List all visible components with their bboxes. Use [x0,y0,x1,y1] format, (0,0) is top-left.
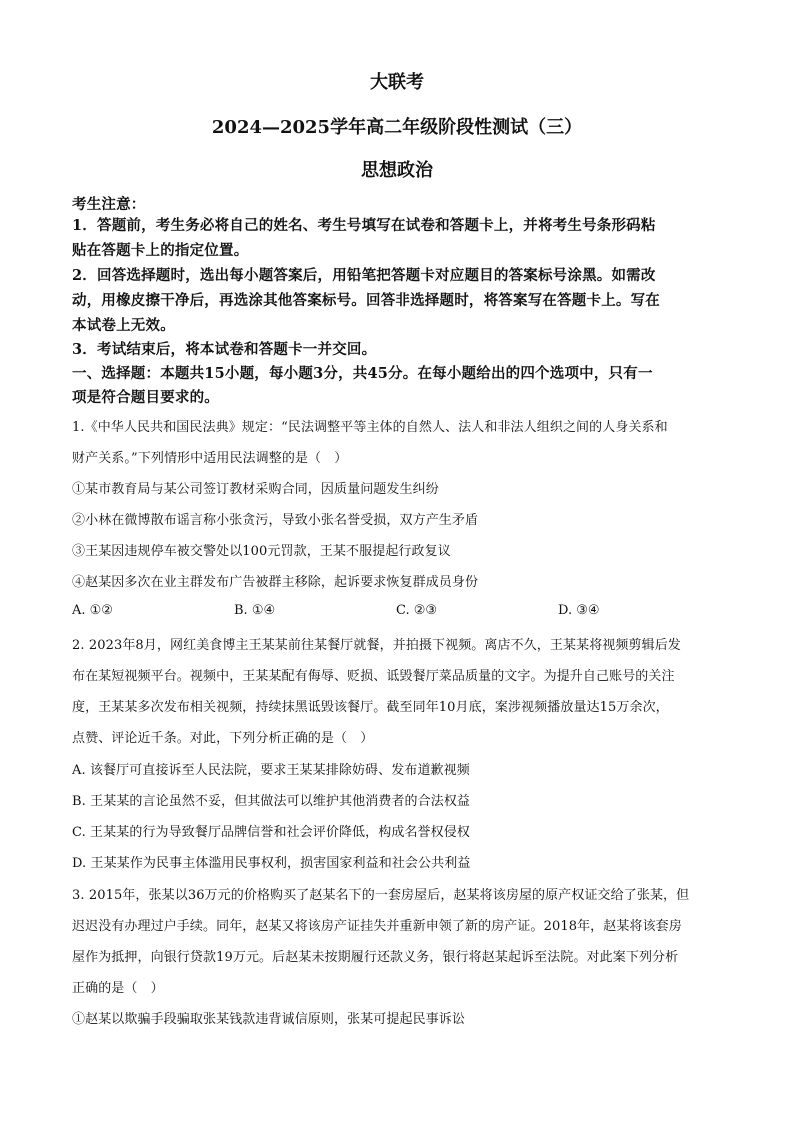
option-c: C. 王某某的行为导致餐厅品牌信誉和社会评价降低，构成名誉权侵权 [72,825,470,840]
notice-line: 3．考试结束后，将本试卷和答题卡一并交回。 [72,341,377,358]
subject-title: 思想政治 [361,160,433,181]
option-c: C. ②③ [396,603,438,618]
section-heading: 项是符合题目要求的。 [72,389,219,406]
question-stem: 屋作为抵押，向银行贷款19万元。后赵某未按期履行还款义务，银行将赵某起诉至法院。对此案下列分析 [72,950,679,965]
question-stem: 3. 2015年，张某以36万元的价格购买了赵某名下的一套房屋后，赵某将该房屋的原产权证交给了张某，但 [72,888,690,903]
statement-item: ③王某因违规停车被交警处以100元罚款，王某不服提起行政复议 [72,544,451,559]
option-a: A. 该餐厅可直接诉至人民法院，要求王某某排除妨碍、发布道歉视频 [72,763,470,778]
question-stem: 正确的是（ ） [72,981,164,996]
option-d: D. 王某某作为民事主体滥用民事权利，损害国家利益和社会公共利益 [72,856,471,871]
option-b: B. ①④ [234,603,276,618]
section-heading: 一、选择题：本题共15小题，每小题3分，共45分。在每小题给出的四个选项中，只有一 [72,365,653,382]
question-stem: 1.《中华人民共和国民法典》规定：“民法调整平等主体的自然人、法人和非法人组织之间的人身关系和 [72,420,668,435]
question-stem: 布在某短视频平台。视频中，王某某配有侮辱、贬损、诋毁餐厅菜品质量的文字。为提升自己账号的关注 [72,669,675,684]
test-title: 2024—2025学年高二年级阶段性测试（三） [211,117,583,138]
option-a: A. ①② [72,603,113,618]
option-d: D. ③④ [558,603,600,618]
question-stem: 财产关系。”下列情形中适用民法调整的是（ ） [72,451,348,466]
question-stem: 度，王某某多次发布相关视频，持续抹黑诋毁该餐厅。截至同年10月底，案涉视频播放量达15万余次， [72,700,669,715]
question-stem: 点赞、评论近千条。对此，下列分析正确的是（ ） [72,731,374,746]
notice-line: 2．回答选择题时，选出每小题答案后，用铅笔把答题卡对应题目的答案标号涂黑。如需改 [72,267,656,284]
statement-item: ②小林在微博散布谣言称小张贪污，导致小张名誉受损，双方产生矛盾 [72,513,479,528]
option-b: B. 王某某的言论虽然不妥，但其做法可以维护其他消费者的合法权益 [72,794,471,809]
notice-heading: 考生注意： [72,196,146,213]
statement-item: ④赵某因多次在业主群发布广告被群主移除，起诉要求恢复群成员身份 [72,575,479,590]
notice-line: 本试卷上无效。 [72,317,175,334]
exam-name: 大联考 [370,72,424,93]
question-stem: 2. 2023年8月，网红美食博主王某某前往某餐厅就餐，并拍摄下视频。离店不久，王某某将视频剪辑后发 [72,638,681,653]
statement-item: ①赵某以欺骗手段骗取张某钱款违背诚信原则，张某可提起民事诉讼 [72,1012,466,1027]
notice-line: 1．答题前，考生务必将自己的姓名、考生号填写在试卷和答题卡上，并将考生号条形码粘 [72,217,656,234]
notice-line: 贴在答题卡上的指定位置。 [72,242,249,259]
statement-item: ①某市教育局与某公司签订教材采购合同，因质量问题发生纠纷 [72,482,439,497]
question-stem: 迟迟没有办理过户手续。同年，赵某又将该房产证挂失并重新申领了新的房产证。2018年，赵某将该套房 [72,919,682,934]
notice-line: 动，用橡皮擦干净后，再选涂其他答案标号。回答非选择题时，将答案写在答题卡上。写在 [72,292,660,309]
